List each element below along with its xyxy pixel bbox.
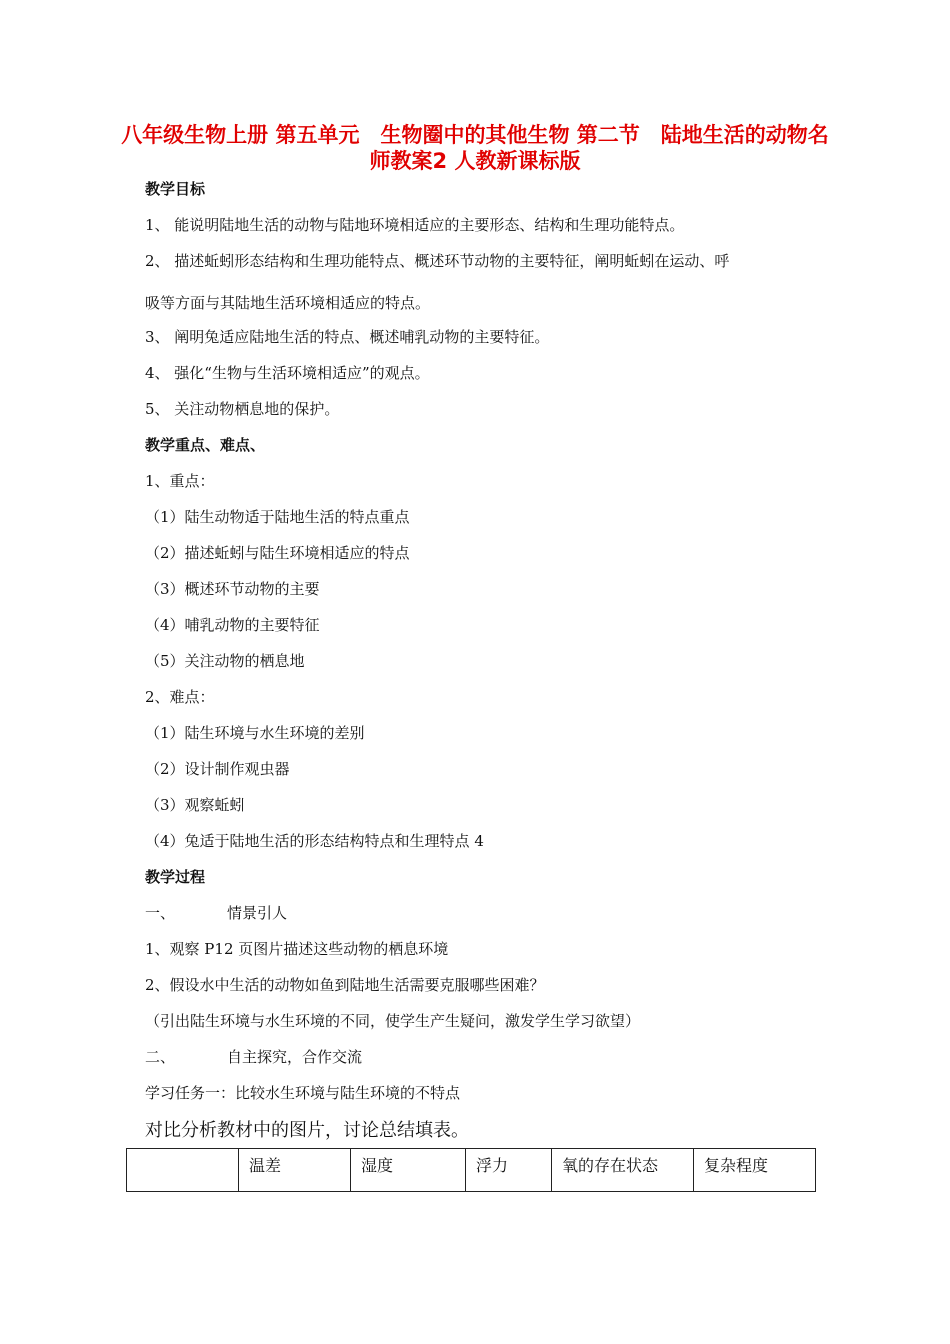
goal-item: 3、 阐明兔适应陆地生活的特点、概述哺乳动物的主要特征。 bbox=[145, 328, 550, 346]
table-header-cell: 复杂程度 bbox=[694, 1149, 816, 1192]
task1-instruction: 对比分析教材中的图片，讨论总结填表。 bbox=[145, 1120, 469, 1141]
step1-item: 1、观察 P12 页图片描述这些动物的栖息环境 bbox=[145, 940, 449, 958]
table-header-cell: 氧的存在状态 bbox=[552, 1149, 694, 1192]
difficult-point: （4）兔适于陆地生活的形态结构特点和生理特点 4 bbox=[145, 832, 484, 850]
key-heading: 教学重点、难点、 bbox=[145, 436, 266, 454]
goal-item: 吸等方面与其陆地生活环境相适应的特点。 bbox=[145, 294, 431, 312]
step1-item: （引出陆生环境与水生环境的不同，使学生产生疑问，激发学生学习欲望） bbox=[145, 1012, 641, 1030]
step1-heading bbox=[145, 902, 287, 923]
difficult-point: （1）陆生环境与水生环境的差别 bbox=[145, 724, 365, 742]
goal-item: 5、 关注动物栖息地的保护。 bbox=[145, 400, 340, 418]
step1-number: 一、 bbox=[145, 904, 176, 922]
key-label: 1、重点： bbox=[145, 472, 215, 490]
table-row bbox=[127, 1149, 816, 1192]
step1-item: 2、假设水中生活的动物如鱼到陆地生活需要克服哪些困难？ bbox=[145, 976, 545, 994]
step2-number: 二、 bbox=[145, 1048, 176, 1066]
key-point: （1）陆生动物适于陆地生活的特点重点 bbox=[145, 508, 410, 526]
difficult-point: （3）观察蚯蚓 bbox=[145, 796, 245, 814]
goals-heading: 教学目标 bbox=[145, 180, 206, 198]
goal-item: 1、 能说明陆地生活的动物与陆地环境相适应的主要形态、结构和生理功能特点。 bbox=[145, 216, 685, 234]
document-title: 八年级生物上册 第五单元 生物圈中的其他生物 第二节 陆地生活的动物名师教案2 人教新课标版 bbox=[121, 123, 829, 173]
key-point: （4）哺乳动物的主要特征 bbox=[145, 616, 320, 634]
table-header-cell: 湿度 bbox=[351, 1149, 466, 1192]
process-heading: 教学过程 bbox=[145, 868, 206, 886]
difficult-point: （2）设计制作观虫器 bbox=[145, 760, 290, 778]
table-header-cell bbox=[127, 1149, 239, 1192]
step2-heading bbox=[145, 1046, 362, 1067]
key-point: （2）描述蚯蚓与陆生环境相适应的特点 bbox=[145, 544, 410, 562]
key-point: （5）关注动物的栖息地 bbox=[145, 652, 305, 670]
step2-text: 自主探究，合作交流 bbox=[227, 1048, 363, 1066]
goal-item: 2、 描述蚯蚓形态结构和生理功能特点、概述环节动物的主要特征，阐明蚯蚓在运动、呼 bbox=[145, 252, 730, 270]
table-header-cell: 浮力 bbox=[466, 1149, 552, 1192]
key-point: （3）概述环节动物的主要 bbox=[145, 580, 320, 598]
difficult-label: 2、难点： bbox=[145, 688, 215, 706]
comparison-table bbox=[126, 1148, 816, 1192]
step1-text: 情景引人 bbox=[227, 904, 288, 922]
task1-label: 学习任务一：比较水生环境与陆生环境的不特点 bbox=[145, 1084, 461, 1102]
table-header-cell: 温差 bbox=[239, 1149, 351, 1192]
goal-item: 4、 强化“生物与生活环境相适应”的观点。 bbox=[145, 364, 430, 382]
